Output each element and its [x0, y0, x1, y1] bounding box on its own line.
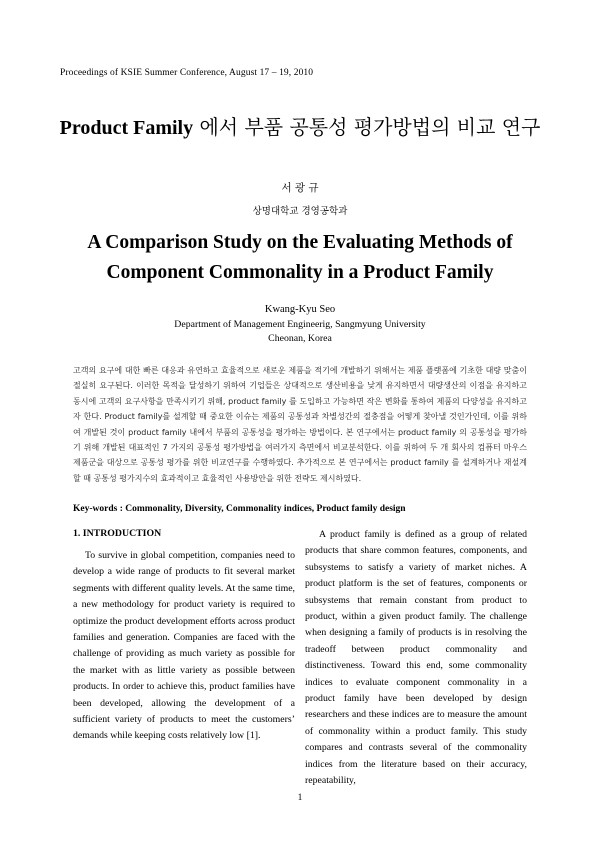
- korean-title-korean-part: 에서 부품 공통성 평가방법의 비교 연구: [193, 115, 541, 139]
- english-affiliation: [0, 318, 600, 346]
- korean-abstract: 고객의 요구에 대한 빠른 대응과 유연하고 효율적으로 새로운 제품을 적기에 개발하기 위해서는 제품 플랫폼에 기초한 대량 맞춤이 절실히 요구된다. 이러한 목적을 달성하기 위하여 기업들은 상대적으로 생산비용을 낮게 유지하면서 대량생산의 이점을 유지하고 동시에 고객의 요구사항을 만족시키기 위해, product family 를 도입하고 가능하면 작은 변화를 통하여 제품의 다양성을 유지하고자 한다. Product family를 설계할 때 중요한 이슈는 제품의 공통성과 차별성간의 절충점을 어떻게 찾아낼 것인가인데, 이를 위하여 개발된 것이 product family 내에서 부품의 공통성을 평가하는 방법이다. 본 연구에서는 product family 의 공통성을 평가하기 위해 개발된 대표적인 7 가지의 공통성 평가방법을 여러가지 측면에서 비교분석한다. 이를 위하여 두 개 회사의 컴퓨터 마우스 제품군을 대상으로 공통성 평가를 위한 비교연구를 수행하였다. 추가적으로 본 연구에서는 product family 를 설계하거나 재설계할 때 공통성 평가지수의 효과적이고 효율적인 사용방안을 위한 전략도 제시하였다.: [73, 366, 527, 483]
- korean-affiliation: 상명대학교 경영공학과: [252, 206, 348, 217]
- korean-title: [30, 113, 570, 142]
- english-title: A Comparison Study on the Evaluating Methods of Component Commonality in a Product Family: [87, 232, 513, 283]
- section-heading-introduction: 1. INTRODUCTION: [73, 528, 162, 539]
- korean-title-english-part: Product Family: [59, 117, 194, 139]
- right-column: [305, 527, 527, 790]
- affiliation-location: Cheonan, Korea: [268, 333, 332, 344]
- left-column: [73, 548, 295, 745]
- keywords: Key-words : Commonality, Diversity, Commonality indices, Product family design: [73, 504, 406, 514]
- korean-author: 서 광 규: [281, 182, 319, 194]
- proceedings-header: Proceedings of KSIE Summer Conference, August 17 – 19, 2010: [60, 68, 314, 78]
- english-author: Kwang-Kyu Seo: [264, 304, 336, 315]
- intro-paragraph-right: A product family is defined as a group of related products that share common features, components, and subsystems to satisfy a variety of market niches. A product platform is the set of features, components or subsystems that remain constant from product to product, within a given product family. The challenge when designing a family of products is in resolving the tradeoff between product commonality and distinctiveness. Toward this end, some commonality indices to evaluate component commonality in a product family have been developed by design researchers and these indices are to measure the amount of commonality within a product family. This study compares and contrasts several of the commonality indices from the literature based on their accuracy, repeatability,: [305, 529, 527, 787]
- page-number: 1: [297, 793, 303, 803]
- affiliation-department: Department of Management Engineerig, Sangmyung University: [174, 319, 426, 330]
- intro-paragraph-left: To survive in global competition, companies need to develop a wide range of products to fit several market segments with different quality levels. At the same time, a new methodology for product variety is required to optimize the product development efforts across product families and generation. Companies are faced with the challenge of providing as much variety as possible for the market with as little variety as possible between products. In order to achieve this, product families have been developed, allowing the development of a sufficient variety of products to meet the customers’ demands while keeping costs relatively low [1].: [73, 550, 295, 742]
